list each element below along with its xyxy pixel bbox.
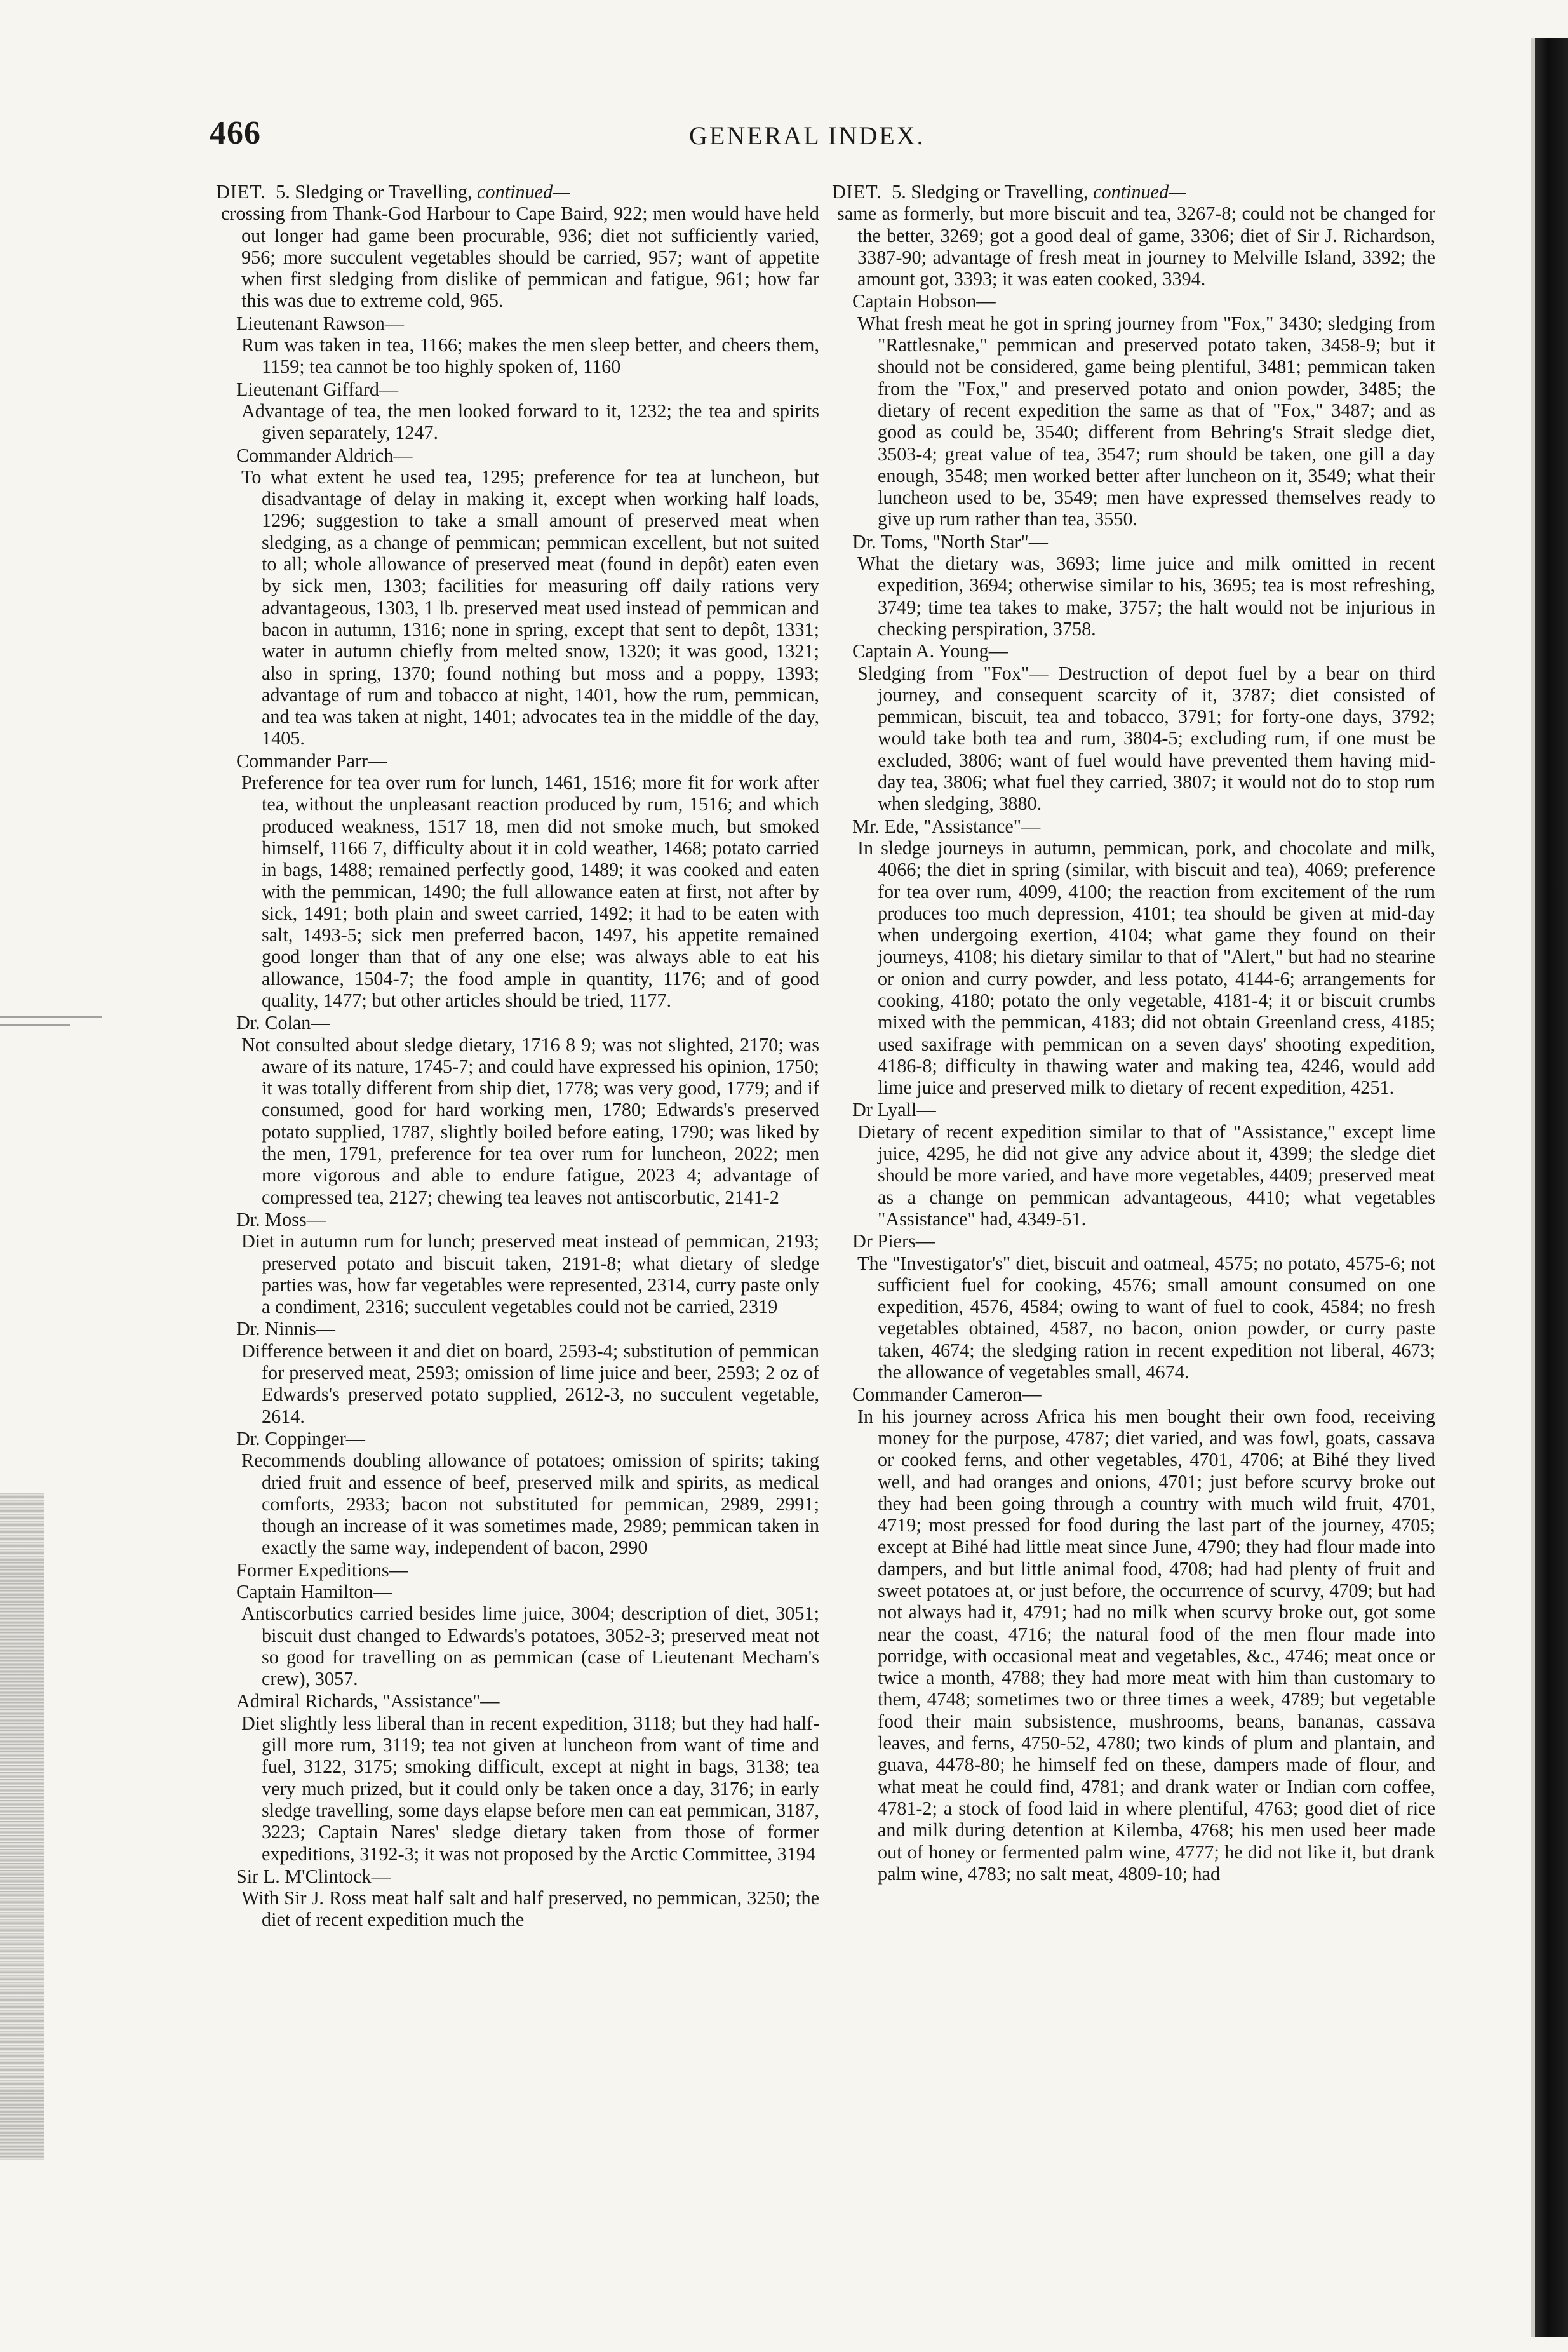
- scan-margin-mark: [0, 1024, 70, 1026]
- left-column: [216, 181, 819, 2271]
- index-entry-text: Sledging from "Fox"— Destruction of depot fuel by a bear on third journey, and consequent scarcity of it, 3787; diet consisted of pemmican, biscuit, tea and tobacco, 3791; for forty-one days, 3792; would take both tea and rum, 3804-5; excluding rum, if one must be excluded, 3806; want of fuel would have prevented them having mid-day tea, 3806; what fuel they carried, 3807; it would not do to stop rum when sledging, 3880.: [857, 662, 1435, 815]
- index-entry-text: To what extent he used tea, 1295; preference for tea at luncheon, but disadvantage of delay in making it, except when working half loads, 1296; suggestion to take a small amount of preserved meat when sledging, as a change of pemmican; pemmican excellent, but not suited to all; whole allowance of preserved meat (found in depôt) eaten even by sick men, 1303; facilities for measuring off daily rations very advantageous, 1303, 1 lb. preserved meat used instead of pemmican and bacon in autumn, 1316; none in spring, except that sent to depôt, 1331; water in autumn chiefly from melted snow, 1320; it was good, 1321; also in spring, 1370; found nothing but moss and a poppy, 1393; advantage of rum and tobacco at night, 1401, how the rum, pemmican, and tea was taken at night, 1401; advocates tea in the middle of the day, 1405.: [241, 466, 819, 749]
- index-person-heading: Dr. Ninnis—: [236, 1318, 335, 1340]
- index-entry-text: Diet in autumn rum for lunch; preserved meat instead of pemmican, 2193; preserved potato and biscuit taken, 2191-8; what dietary of sledge parties was, how far vegetables were represented, 2314, curry paste only a condiment, 2316; succulent vegetables could not be carried, 2319: [241, 1230, 819, 1318]
- index-entry-text: crossing from Thank-God Harbour to Cape Baird, 922; men would have held out longer had game been procurable, 936; diet not sufficiently varied, 956; more succulent vegetables should be carried, 957; want of appetite when first sledging from dislike of pemmican and fatigue, 961; how far this was due to extreme cold, 965.: [221, 203, 819, 312]
- index-entry-text: Dietary of recent expedition similar to that of "Assistance," except lime juice, 4295, he did not give any advice about it, 4399; the sledge diet should be more varied, and have more vegetables, 4409; preserved meat as a change on pemmican advantageous, 4410; what vegetables "Assistance" had, 4349-51.: [857, 1120, 1435, 1230]
- scan-binding-shadow: [1535, 38, 1568, 2337]
- index-entry-text: The "Investigator's" diet, biscuit and oatmeal, 4575; no potato, 4575-6; not sufficient fuel for cooking, 4576; small amount consumed on one expedition, 4576, 4584; owing to want of fuel to cook, 4584; no fresh vegetables obtained, 4587, no bacon, onion powder, or curry paste taken, 4674; the sledging ration in recent expedition not liberal, 4673; the allowance of vegetables small, 4674.: [857, 1252, 1435, 1383]
- heading-word: DIET.: [216, 181, 267, 203]
- scan-margin-noise: [0, 1493, 44, 2160]
- scan-margin-mark: [0, 1016, 102, 1018]
- right-column: [832, 181, 1435, 2271]
- index-person-heading: Dr. Moss—: [236, 1208, 326, 1230]
- index-person-heading: Dr Lyall—: [852, 1099, 936, 1121]
- heading-continued: continued—: [1093, 181, 1186, 203]
- index-entry-text: Preference for tea over rum for lunch, 1461, 1516; more fit for work after tea, without the unpleasant reaction produced by rum, 1516; and which produced weakness, 1517 18, men did not smoke much, but smoked himself, 1166 7, difficulty about it in cold weather, 1468; potato carried in bags, 1488; remained perfectly good, 1489; it was cooked and eaten with the pemmican, 1490; the full allowance eaten at first, not after by sick, 1491; both plain and sweet carried, 1492; it had to be eaten with salt, 1493-5; sick men preferred bacon, 1497, his appetite remained good longer than that of any one else; was always able to eat his allowance, 1504-7; the food ample in quantity, 1176; and of good quality, 1477; but other articles should be tried, 1177.: [241, 772, 819, 1011]
- heading-section: 5. Sledging or Travelling,: [276, 181, 472, 203]
- heading-section: 5. Sledging or Travelling,: [892, 181, 1089, 203]
- index-person-heading: Lieutenant Rawson—: [236, 312, 405, 334]
- index-entry-text: What the dietary was, 3693; lime juice and milk omitted in recent expedition, 3694; otherwise similar to his, 3695; tea is most refreshing, 3749; time tea takes to make, 3757; the halt would not be injurious in checking perspiration, 3758.: [857, 553, 1435, 640]
- index-person-heading: Captain Hobson—: [852, 290, 996, 312]
- index-person-heading: Dr. Colan—: [236, 1012, 330, 1034]
- index-entry-text: Diet slightly less liberal than in recent expedition, 3118; but they had half-gill more rum, 3119; tea not given at luncheon from want of time and fuel, 3122, 3175; smoking difficult, except at night in bags, 3138; tea very much prized, but it could only be taken once a day, 3176; in early sledge travelling, some days elapse before men can eat pemmican, 3187, 3223; Captain Nares' sledge dietary taken from those of former expeditions, 3192-3; it was not proposed by the Arctic Committee, 3194: [241, 1712, 819, 1865]
- index-entry-text: Advantage of tea, the men looked forward to it, 1232; the tea and spirits given separately, 1247.: [241, 400, 819, 444]
- index-person-heading: Sir L. M'Clintock—: [236, 1865, 391, 1887]
- page-number: 466: [210, 115, 261, 151]
- index-person-heading: Commander Parr—: [236, 749, 387, 772]
- index-person-heading: Dr. Toms, "North Star"—: [852, 530, 1048, 553]
- index-person-heading: Commander Aldrich—: [236, 444, 413, 466]
- index-entry-text: Not consulted about sledge dietary, 1716 8 9; was not slighted, 2170; was aware of its nature, 1745-7; and could have expressed his opinion, 1750; it was totally different from ship diet, 1778; was very good, 1779; and if consumed, good for hard working men, 1780; Edwards's preserved potato supplied, 1787, slightly boiled before eating, 1790; was liked by the men, 1791, preference for tea over rum for luncheon, 2022; men more vigorous and able to endure fatigue, 2023 4; advantage of compressed tea, 2127; chewing tea leaves not antiscorbutic, 2141-2: [241, 1033, 819, 1208]
- running-title: GENERAL INDEX.: [689, 121, 925, 150]
- index-entry-text: In his journey across Africa his men bought their own food, receiving money for the purpose, 4787; diet varied, and was fowl, goats, cassava or cooked ferns, and other vegetables, 4701, 4706; at Bihé they lived well, and had oranges and onions, 4701; just before scurvy broke out they had been going through a country with much wild fruit, 4701, 4719; most pressed for food during the last part of the journey, 4705; except at Bihé had little meat since June, 4790; they had flour made into dampers, and but little animal food, 4708; had had plenty of fruit and sweet potatoes at, or just before, the occurrence of scurvy, 4709; but had not always had it, 4791; had no milk when scurvy broke out, got some near the coast, 4716; the natural food of the men flour made into porridge, with occasional meat and vegetables, &c., 4746; meat once or twice a month, 4788; they had more meat with him than customary to them, 4748; sometimes two or three times a week, 4789; but vegetable food their main subsistence, mushrooms, beans, bananas, cassava leaves, and ferns, 4750-52, 4780; two kinds of plum and plantain, and guava, 4478-80; he himself fed on these, dampers made of flour, and what meat he could find, 4781; and drank water or Indian corn coffee, 4781-2; a stock of food laid in where plentiful, 4763; good diet of rice and milk during detention at Kilemba, 4768; his men used beer made out of honey or fermented palm wine, 4777; he did not like it, but drank palm wine, 4783; no salt meat, 4809-10; had: [857, 1405, 1435, 1885]
- index-person-heading: Dr. Coppinger—: [236, 1427, 365, 1449]
- index-entry-text: In sledge journeys in autumn, pemmican, pork, and chocolate and milk, 4066; the diet in spring (similar, with biscuit and tea), 4069; preference for tea over rum, 4099, 4100; the reaction from excitement of the rum produces too much depression, 4101; tea should be given at mid-day when undergoing exertion, 4104; what game they found on their journeys, 4108; his dietary similar to that of "Alert," but had no stearine or onion and curry powder, and less potato, 4144-6; arrangements for cooking, 4180; potato the only vegetable, 4181-4; it or biscuit crumbs mixed with the pemmican, 4183; did not obtain Greenland cress, 4185; used saxifrage with pemmican on a seven days' shooting expedition, 4186-8; difficulty in thawing water and making tea, 4246, would add lime juice and preserved milk to dietary of recent expedition, 4251.: [857, 837, 1435, 1099]
- index-entry-text: Difference between it and diet on board, 2593-4; substitution of pemmican for preserved meat, 2593; omission of lime juice and beer, 2593; 2 oz of Edwards's preserved potato supplied, 2612-3, no succulent vegetable, 2614.: [241, 1340, 819, 1427]
- index-person-heading: Commander Cameron—: [852, 1383, 1042, 1406]
- index-entry-text: What fresh meat he got in spring journey from "Fox," 3430; sledging from "Rattlesnake," pemmican and preserved potato taken, 3458-9; but it should not be considered, game being plentiful, 3481; pemmican taken from the "Fox," and preserved potato and onion powder, 3485; the dietary of recent expedition the same as that of "Fox," 3487; and as good as could be, 3540; different from Behring's Strait sledge diet, 3503-4; great value of tea, 3547; rum should be taken, one gill a day enough, 3548; men worked better after luncheon on it, 3549; what their luncheon used to be, 3549; men have expressed themselves ready to give up rum rather than tea, 3550.: [857, 312, 1435, 530]
- index-entry-text: same as formerly, but more biscuit and tea, 3267-8; could not be changed for the better, 3269; got a good deal of game, 3306; diet of Sir J. Richardson, 3387-90; advantage of fresh meat in journey to Melville Island, 3392; the amount got, 3393; it was eaten cooked, 3394.: [837, 203, 1435, 290]
- section-heading: [832, 181, 1435, 203]
- index-entry-text: With Sir J. Ross meat half salt and half preserved, no pemmican, 3250; the diet of recent expedition much the: [241, 1887, 819, 1931]
- index-person-heading: Mr. Ede, "Assistance"—: [852, 815, 1041, 837]
- section-heading: [216, 181, 819, 203]
- index-person-heading: Captain Hamilton—: [236, 1581, 392, 1603]
- index-person-heading: Dr Piers—: [852, 1230, 935, 1253]
- index-entry-text: Rum was taken in tea, 1166; makes the men sleep better, and cheers them, 1159; tea cannot be too highly spoken of, 1160: [241, 334, 819, 378]
- index-person-heading: Admiral Richards, "Assistance"—: [236, 1690, 500, 1712]
- index-person-heading: Former Expeditions—: [236, 1559, 408, 1581]
- index-person-heading: Captain A. Young—: [852, 640, 1008, 662]
- heading-continued: continued—: [477, 181, 570, 203]
- index-person-heading: Lieutenant Giffard—: [236, 378, 399, 400]
- index-entry-text: Antiscorbutics carried besides lime juice, 3004; description of diet, 3051; biscuit dust changed to Edwards's potatoes, 3052-3; preserved meat not so good for travelling on as pemmican (case of Lieutenant Mecham's crew), 3057.: [241, 1603, 819, 1690]
- index-entry-text: Recommends doubling allowance of potatoes; omission of spirits; taking dried fruit and essence of beef, preserved milk and spirits, as medical comforts, 2933; bacon not substituted for pemmican, 2989, 2991; though an increase of it was sometimes made, 2989; pemmican taken in exactly the same way, independent of bacon, 2990: [241, 1449, 819, 1559]
- heading-word: DIET.: [832, 181, 883, 203]
